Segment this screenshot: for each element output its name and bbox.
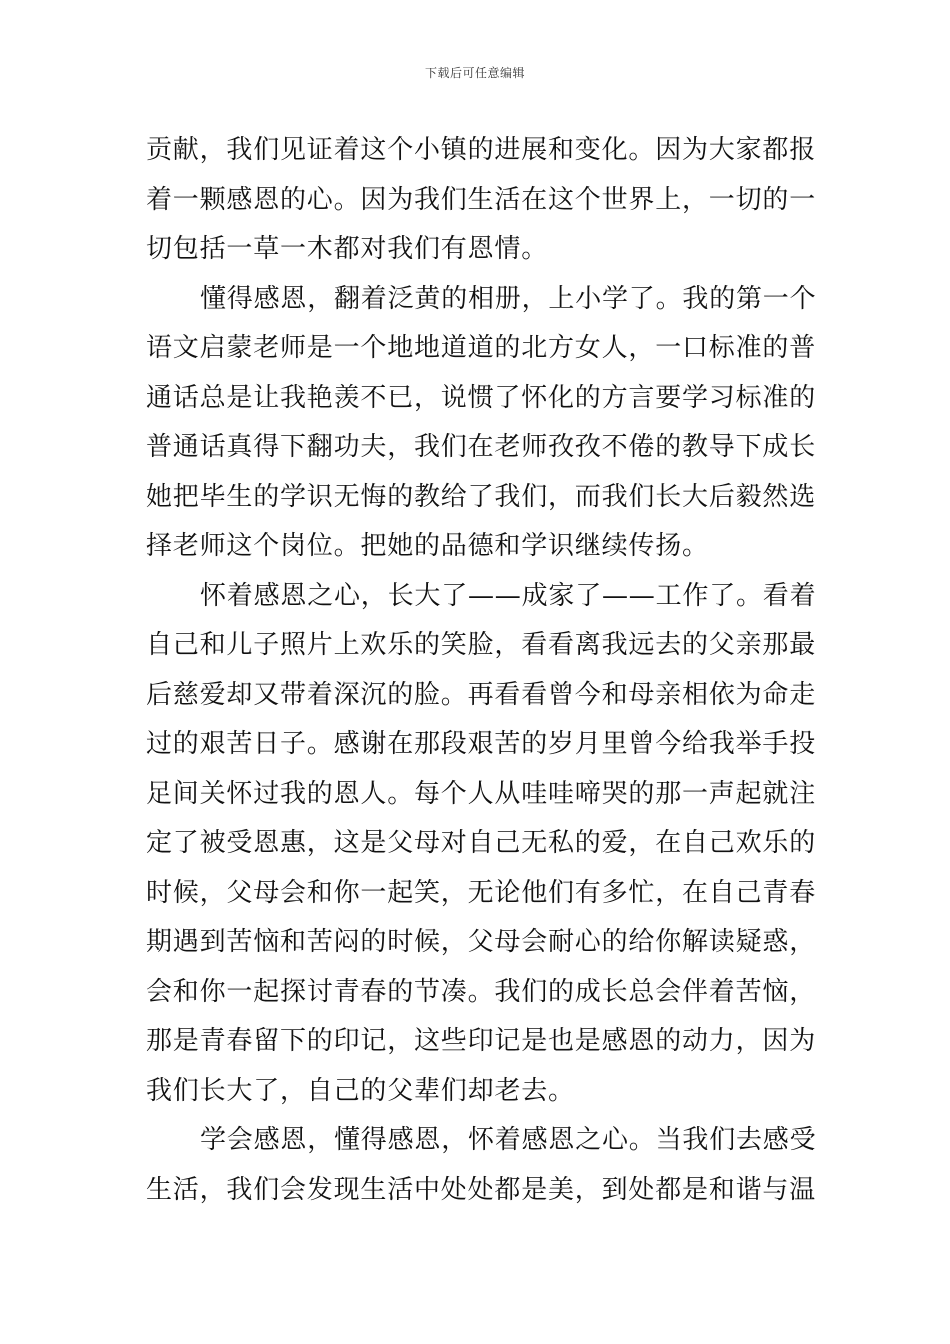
- text-line: 自己和儿子照片上欢乐的笑脸，看看离我远去的父亲那最: [146, 630, 817, 660]
- text-line: 生活，我们会发现生活中处处都是美，到处都是和谐与温: [146, 1174, 817, 1205]
- text-line: 我们长大了，自己的父辈们却老去。: [146, 1075, 575, 1106]
- text-line: 会和你一起探讨青春的节凑。我们的成长总会伴着苦恼，: [146, 976, 817, 1007]
- paragraph-start-line: 怀着感恩之心，长大了——成家了——工作了。看着: [200, 580, 817, 611]
- text-line: 过的艰苦日子。感谢在那段艰苦的岁月里曾今给我举手投: [146, 729, 817, 759]
- text-line: 择老师这个岗位。把她的品德和学识继续传扬。: [146, 531, 709, 561]
- text-line: 贡献，我们见证着这个小镇的进展和变化。因为大家都报: [146, 135, 817, 165]
- text-line: 后慈爱却又带着深沉的脸。再看看曾今和母亲相依为命走: [146, 679, 817, 710]
- document-body: [146, 126, 817, 1215]
- text-line: 切包括一草一木都对我们有恩情。: [146, 234, 549, 264]
- paragraph-start-line: 学会感恩，懂得感恩，怀着感恩之心。当我们去感受: [200, 1125, 817, 1155]
- text-line: 定了被受恩惠，这是父母对自己无私的爱，在自己欢乐的: [146, 828, 817, 858]
- paragraph-start-line: 懂得感恩，翻着泛黄的相册，上小学了。我的第一个: [200, 283, 817, 314]
- text-line: 那是青春留下的印记，这些印记是也是感恩的动力，因为: [146, 1026, 817, 1056]
- text-line: 着一颗感恩的心。因为我们生活在这个世界上，一切的一: [146, 184, 817, 215]
- text-line: 期遇到苦恼和苦闷的时候，父母会耐心的给你解读疑惑，: [146, 927, 817, 957]
- page-header: 下载后可任意编辑: [424, 66, 525, 80]
- text-line: 普通话真得下翻功夫，我们在老师孜孜不倦的教导下成长: [146, 432, 817, 462]
- text-line: 语文启蒙老师是一个地地道道的北方女人，一口标准的普: [146, 333, 817, 363]
- text-line: 时候，父母会和你一起笑，无论他们有多忙，在自己青春: [146, 877, 817, 908]
- text-line: 她把毕生的学识无悔的教给了我们，而我们长大后毅然选: [146, 481, 817, 512]
- text-line: 足间关怀过我的恩人。每个人从哇哇啼哭的那一声起就注: [146, 778, 817, 809]
- text-line: 通话总是让我艳羡不已，说惯了怀化的方言要学习标准的: [146, 382, 817, 413]
